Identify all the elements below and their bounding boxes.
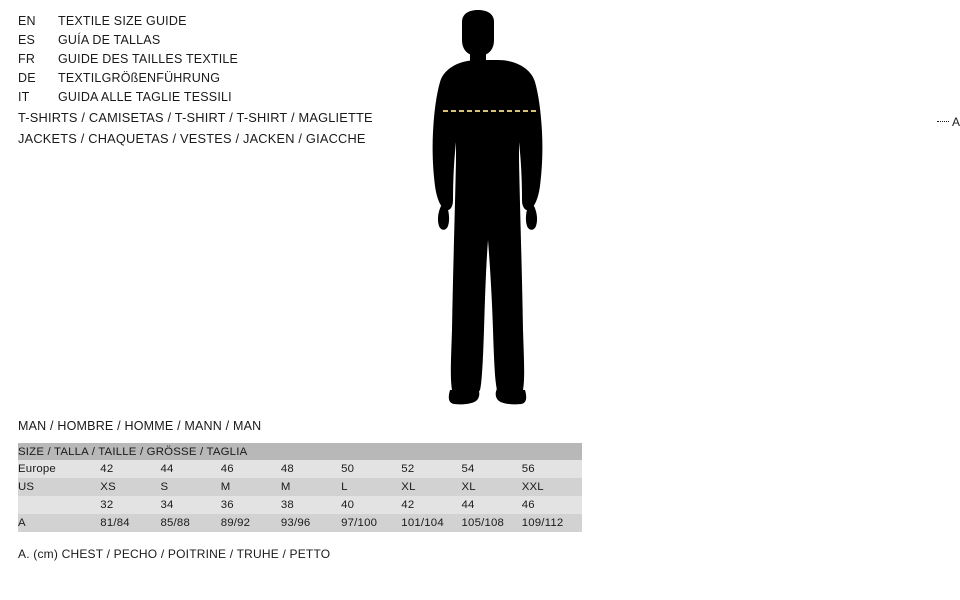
row-label: US <box>18 478 100 496</box>
cell: XL <box>401 478 461 496</box>
cell: 36 <box>221 496 281 514</box>
cell: 54 <box>462 460 522 478</box>
language-code: DE <box>18 71 36 85</box>
language-code: IT <box>18 90 30 104</box>
language-text: GUÍA DE TALLAS <box>58 33 161 47</box>
language-row <box>18 33 368 52</box>
cell: 56 <box>522 460 582 478</box>
footnote: A. (cm) CHEST / PECHO / POITRINE / TRUHE / PETTO <box>18 547 331 561</box>
language-code: FR <box>18 52 36 66</box>
category-tshirts: T-SHIRTS / CAMISETAS / T-SHIRT / T-SHIRT / MAGLIETTE <box>18 110 373 125</box>
category-jackets: JACKETS / CHAQUETAS / VESTES / JACKEN / GIACCHE <box>18 131 366 146</box>
cell: 38 <box>281 496 341 514</box>
cell: 44 <box>462 496 522 514</box>
table-header-label: SIZE / TALLA / TAILLE / GRÖSSE / TAGLIA <box>18 443 582 460</box>
cell: L <box>341 478 401 496</box>
cell: XL <box>462 478 522 496</box>
language-row <box>18 71 368 90</box>
cell: 46 <box>522 496 582 514</box>
measure-leader-dash <box>937 121 949 122</box>
cell: 32 <box>100 496 160 514</box>
row-label: A <box>18 514 100 532</box>
table-row <box>18 460 582 478</box>
cell: 97/100 <box>341 514 401 532</box>
cell: 46 <box>221 460 281 478</box>
cell: 48 <box>281 460 341 478</box>
cell: XXL <box>522 478 582 496</box>
language-list <box>18 14 368 109</box>
cell: 50 <box>341 460 401 478</box>
cell: S <box>160 478 220 496</box>
language-text: GUIDE DES TAILLES TEXTILE <box>58 52 239 66</box>
cell: 101/104 <box>401 514 461 532</box>
cell: 44 <box>160 460 220 478</box>
male-body-figure <box>400 10 960 410</box>
cell: M <box>281 478 341 496</box>
language-code: ES <box>18 33 36 47</box>
table-title: MAN / HOMBRE / HOMME / MANN / MAN <box>18 419 262 433</box>
cell: 105/108 <box>462 514 522 532</box>
table-row <box>18 514 582 532</box>
table-row <box>18 496 582 514</box>
cell: 40 <box>341 496 401 514</box>
language-text: TEXTILE SIZE GUIDE <box>58 14 187 28</box>
cell: 109/112 <box>522 514 582 532</box>
row-label <box>18 496 100 514</box>
size-table <box>18 443 582 532</box>
language-row <box>18 52 368 71</box>
cell: 85/88 <box>160 514 220 532</box>
cell: 81/84 <box>100 514 160 532</box>
cell: M <box>221 478 281 496</box>
cell: XS <box>100 478 160 496</box>
table-row <box>18 478 582 496</box>
language-row <box>18 14 368 33</box>
row-label: Europe <box>18 460 100 478</box>
cell: 42 <box>100 460 160 478</box>
language-text: TEXTILGRÖßENFÜHRUNG <box>58 71 221 85</box>
language-row <box>18 90 368 109</box>
cell: 93/96 <box>281 514 341 532</box>
cell: 52 <box>401 460 461 478</box>
body-silhouette-icon <box>400 10 600 410</box>
language-code: EN <box>18 14 36 28</box>
table-header-row <box>18 443 582 460</box>
cell: 89/92 <box>221 514 281 532</box>
category-list <box>18 110 418 152</box>
cell: 42 <box>401 496 461 514</box>
language-text: GUIDA ALLE TAGLIE TESSILI <box>58 90 232 104</box>
cell: 34 <box>160 496 220 514</box>
measure-label-a: A <box>952 115 960 129</box>
